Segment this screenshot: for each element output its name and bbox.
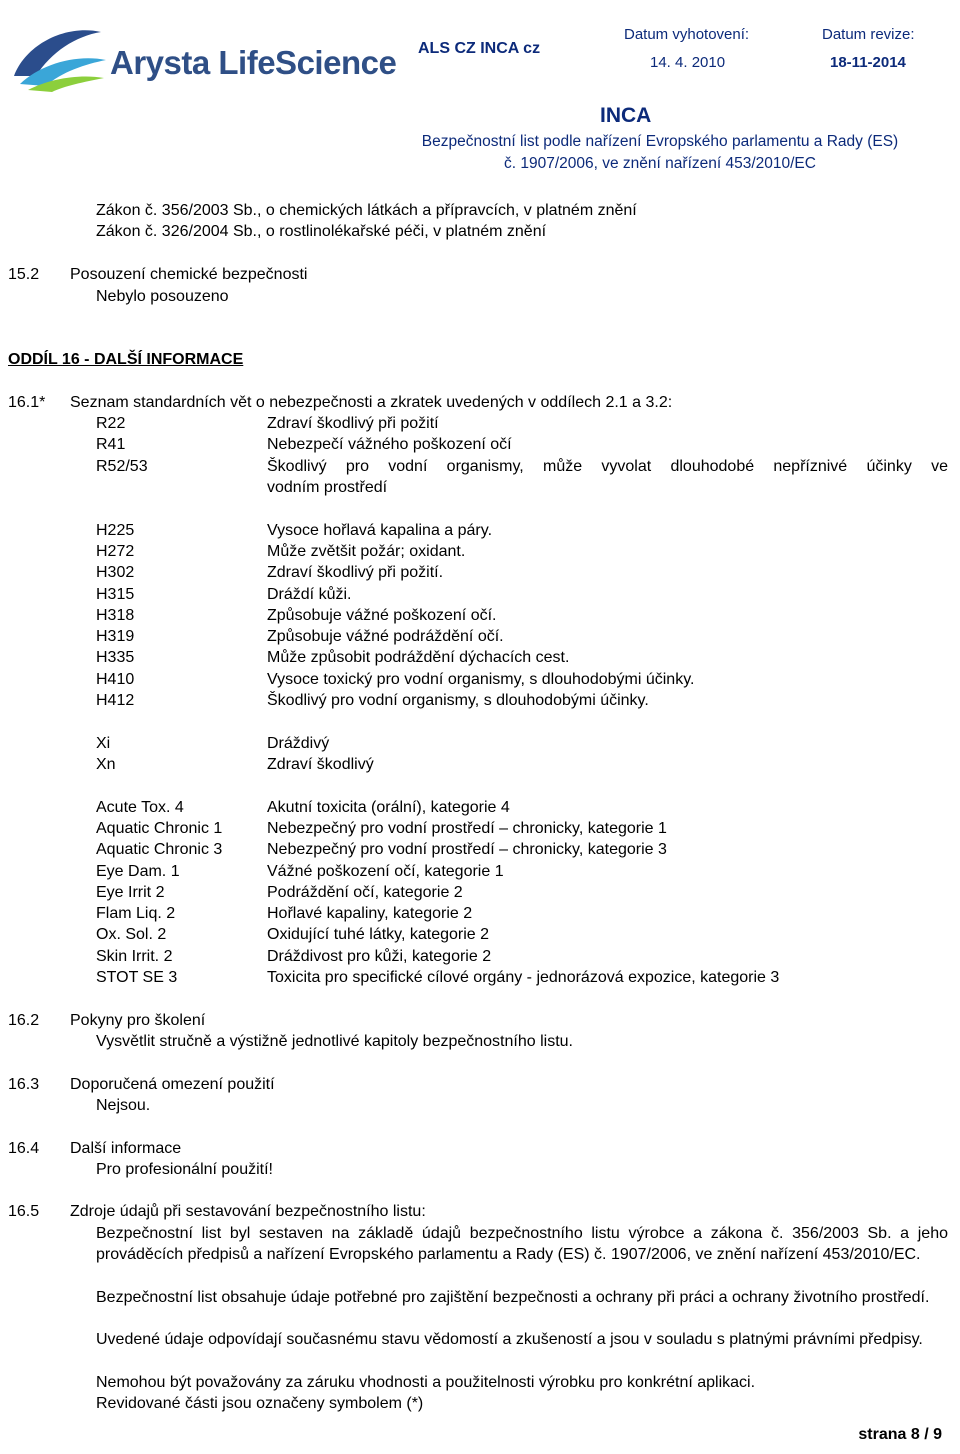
- phrase-text-cont: vodním prostředí: [267, 479, 388, 496]
- class-text: Toxicita pro specifické cílové orgány - jednorázová expozice, kategorie 3: [267, 969, 780, 986]
- section-title: Pokyny pro školení: [70, 1012, 206, 1029]
- section-number: 16.2: [8, 1012, 40, 1029]
- law-line: Zákon č. 356/2003 Sb., o chemických látkách a přípravcích, v platném znění: [96, 202, 637, 219]
- phrase-text: Zdraví škodlivý při požití: [267, 415, 439, 432]
- section-text: Pro profesionální použití!: [96, 1161, 273, 1178]
- section-number: 16.5: [8, 1203, 40, 1220]
- section-16-heading: ODDÍL 16 - DALŠÍ INFORMACE: [8, 351, 244, 368]
- law-line: Zákon č. 326/2004 Sb., o rostlinolékařské péči, v platném znění: [96, 223, 547, 240]
- page-number: strana 8 / 9: [858, 1426, 942, 1443]
- section-number: 16.1*: [8, 394, 46, 411]
- class-text: Hořlavé kapaliny, kategorie 2: [267, 905, 473, 922]
- phrase-text: Vysoce hořlavá kapalina a páry.: [267, 522, 493, 539]
- phrase-text: Škodlivý pro vodní organismy, může vyvolat dlouhodobé nepříznivé účinky ve: [267, 458, 948, 475]
- phrase-text: Nebezpečí vážného poškození očí: [267, 436, 512, 453]
- class-text: Dráždivost pro kůži, kategorie 2: [267, 948, 492, 965]
- company-name: ALS CZ INCA cz: [418, 40, 541, 57]
- class-text: Akutní toxicita (orální), kategorie 4: [267, 799, 510, 816]
- document-header: [0, 0, 960, 180]
- phrase-text: Způsobuje vážné poškození očí.: [267, 607, 497, 624]
- class-code: Aquatic Chronic 3: [96, 841, 223, 858]
- product-name: INCA: [600, 104, 652, 127]
- symbol-code: Xi: [96, 735, 111, 752]
- sources-paragraph: Bezpečnostní list byl sestaven na základě údajů bezpečnostního listu výrobce a zákona č. 356/2003 Sb. a jeho prováděcích předpisů a nařízení Evropského parlamentu a Rady (ES) č. 1907/2006, ve znění nařízení 453/2010/EC.: [96, 1225, 948, 1264]
- phrase-code: H410: [96, 671, 135, 688]
- phrase-text: Zdraví škodlivý při požití.: [267, 564, 444, 581]
- phrase-code: H272: [96, 543, 135, 560]
- sources-paragraph: Nemohou být považovány za záruku vhodnosti a použitelnosti výrobku pro konkrétní aplikaci.: [96, 1374, 756, 1391]
- symbol-text: Dráždivý: [267, 735, 330, 752]
- phrase-code: H318: [96, 607, 135, 624]
- section-title: Další informace: [70, 1140, 182, 1157]
- section-title: Posouzení chemické bezpečnosti: [70, 266, 308, 283]
- regulation-line-1: Bezpečnostní list podle nařízení Evropského parlamentu a Rady (ES): [421, 133, 899, 150]
- sources-paragraph: Revidované části jsou označeny symbolem (*): [96, 1395, 424, 1412]
- date-created-label: Datum vyhotovení:: [624, 26, 750, 43]
- phrase-text: Může způsobit podráždění dýchacích cest.: [267, 649, 570, 666]
- phrase-text: Vysoce toxický pro vodní organismy, s dlouhodobými účinky.: [267, 671, 695, 688]
- date-created-value: 14. 4. 2010: [650, 54, 726, 71]
- class-code: Flam Liq. 2: [96, 905, 176, 922]
- class-code: STOT SE 3: [96, 969, 178, 986]
- class-code: Eye Irrit 2: [96, 884, 165, 901]
- class-code: Acute Tox. 4: [96, 799, 184, 816]
- phrase-text: Škodlivý pro vodní organismy, s dlouhodobými účinky.: [267, 692, 649, 709]
- section-text: Vysvětlit stručně a výstižně jednotlivé kapitoly bezpečnostního listu.: [96, 1033, 573, 1050]
- phrase-code: H412: [96, 692, 135, 709]
- date-revised-label: Datum revize:: [822, 26, 915, 43]
- class-text: Podráždění očí, kategorie 2: [267, 884, 463, 901]
- section-text: Nebylo posouzeno: [96, 288, 229, 305]
- section-text: Nejsou.: [96, 1097, 151, 1114]
- phrase-code: H315: [96, 586, 135, 603]
- phrase-code: R41: [96, 436, 126, 453]
- symbol-text: Zdraví škodlivý: [267, 756, 374, 773]
- date-revised-value: 18-11-2014: [830, 54, 906, 71]
- phrase-text: Dráždí kůži.: [267, 586, 352, 603]
- phrase-code: H335: [96, 649, 135, 666]
- phrase-code: H302: [96, 564, 135, 581]
- regulation-text: [376, 131, 944, 175]
- sources-paragraph: Bezpečnostní list obsahuje údaje potřebné pro zajištění bezpečnosti a ochrany při práci a ochrany životního prostředí.: [96, 1289, 930, 1306]
- phrase-code: H319: [96, 628, 135, 645]
- logo-text: Arysta LifeScience: [110, 44, 397, 81]
- class-code: Eye Dam. 1: [96, 863, 180, 880]
- phrase-text: Může zvětšit požár; oxidant.: [267, 543, 466, 560]
- phrase-code: H225: [96, 522, 135, 539]
- phrase-code: R22: [96, 415, 126, 432]
- section-title: Seznam standardních vět o nebezpečnosti a zkratek uvedených v oddílech 2.1 a 3.2:: [70, 394, 673, 411]
- section-title: Doporučená omezení použití: [70, 1076, 275, 1093]
- class-text: Vážné poškození očí, kategorie 1: [267, 863, 504, 880]
- section-number: 15.2: [8, 266, 40, 283]
- section-number: 16.4: [8, 1140, 40, 1157]
- regulation-line-2: č. 1907/2006, ve znění nařízení 453/2010/EC: [504, 155, 816, 172]
- symbol-code: Xn: [96, 756, 116, 773]
- class-code: Aquatic Chronic 1: [96, 820, 223, 837]
- class-text: Oxidující tuhé látky, kategorie 2: [267, 926, 490, 943]
- phrase-code: R52/53: [96, 458, 148, 475]
- section-title: Zdroje údajů při sestavování bezpečnostního listu:: [70, 1203, 426, 1220]
- class-text: Nebezpečný pro vodní prostředí – chronicky, kategorie 1: [267, 820, 667, 837]
- class-text: Nebezpečný pro vodní prostředí – chronicky, kategorie 3: [267, 841, 667, 858]
- sources-paragraph: Uvedené údaje odpovídají současnému stavu vědomostí a zkušeností a jsou v souladu s platnými právními předpisy.: [96, 1331, 923, 1348]
- class-code: Skin Irrit. 2: [96, 948, 173, 965]
- section-number: 16.3: [8, 1076, 40, 1093]
- phrase-text: Způsobuje vážné podráždění očí.: [267, 628, 504, 645]
- class-code: Ox. Sol. 2: [96, 926, 167, 943]
